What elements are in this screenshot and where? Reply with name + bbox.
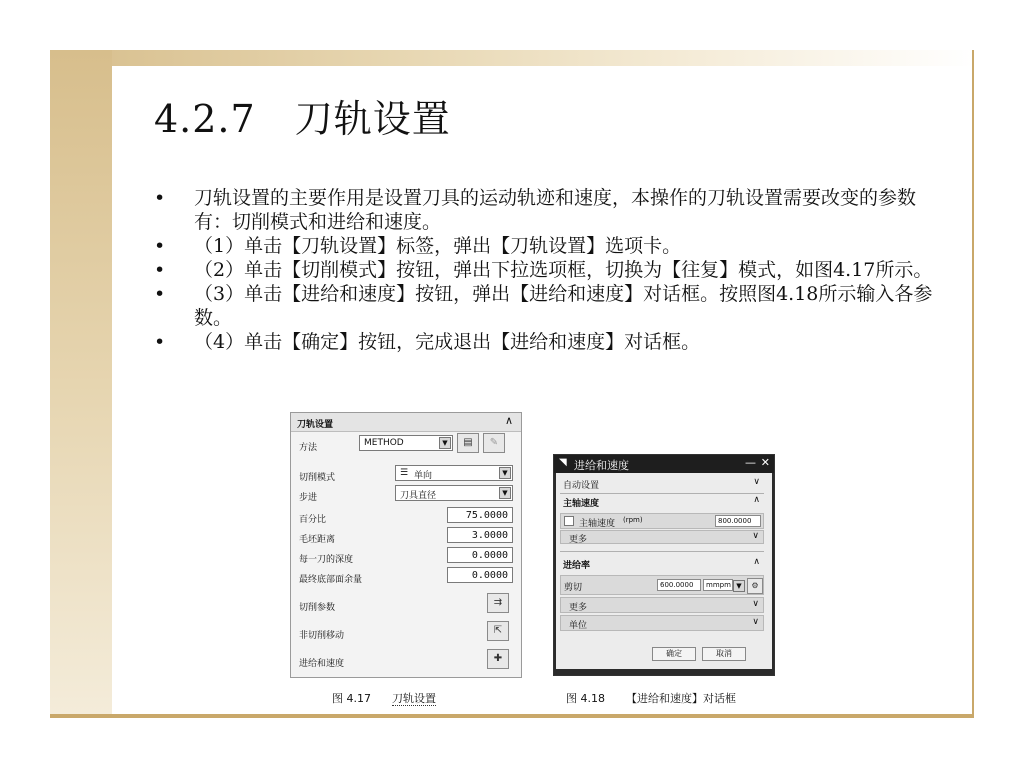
feeds-speeds-row [291,651,521,671]
collapse-icon[interactable]: ∧ [504,414,513,427]
cut-mode-dropdown[interactable] [395,465,513,481]
bullet-list [154,186,944,354]
minimize-icon[interactable]: — [745,456,756,469]
percent-value: 75.0000 [465,510,508,521]
chevron-up-icon[interactable]: ∧ [753,557,760,567]
spindle-section-label: 主轴速度 [563,499,600,509]
bullet-marker: • [154,235,166,257]
figure-caption-4-18 [566,690,736,706]
caption-title: 【进给和速度】对话框 [626,692,736,705]
depth-per-cut-label: 每一刀的深度 [299,555,354,565]
more-label: 更多 [569,535,588,545]
stepover-value: 刀具直径 [400,491,437,501]
stepover-label: 步进 [299,493,318,503]
non-cutting-moves-icon[interactable]: ⇱ [487,621,509,641]
cut-mode-row [291,465,521,485]
slide-title: 4.2.7 刀轨设置 [154,97,451,141]
bullet-text: （2）单击【切削模式】按钮，弹出下拉选项框，切换为【往复】模式，如图4.17所示。 [194,259,933,281]
depth-per-cut-value: 0.0000 [471,550,508,561]
floor-stock-row [291,567,521,587]
zigzag-pattern-icon: ☰ [400,468,409,478]
cut-mode-value: 单向 [414,471,433,481]
chevron-down-icon[interactable]: ▼ [439,437,451,449]
cancel-button[interactable]: 取消 [702,647,746,661]
method-label: 方法 [299,443,318,453]
dialog-body [556,473,772,669]
frame-top-band [50,50,974,66]
feeds-and-speeds-icon[interactable]: ✚ [487,649,509,669]
spindle-section-header[interactable] [560,495,764,509]
spindle-speed-unit: (rpm) [623,516,643,524]
non-cut-moves-label: 非切削移动 [299,631,345,641]
chevron-down-icon[interactable]: ∨ [752,531,759,541]
chevron-up-icon[interactable]: ∧ [753,495,760,505]
spindle-more-row[interactable] [560,530,764,544]
spindle-speed-label: 主轴速度 [579,519,616,529]
chevron-down-icon[interactable]: ∨ [752,599,759,609]
bullet-text: （3）单击【进给和速度】按钮，弹出【进给和速度】对话框。按照图4.18所示输入各参数。 [194,283,933,329]
bullet-marker: • [154,283,166,305]
bullet-text: （4）单击【确定】按钮，完成退出【进给和速度】对话框。 [194,331,701,353]
pin-icon[interactable]: ◥ [559,457,567,468]
cut-feed-input[interactable]: 600.0000 [657,579,701,591]
percent-row [291,507,521,527]
bullet-text: （1）单击【刀轨设置】标签，弹出【刀轨设置】选项卡。 [194,235,682,257]
feed-more-row[interactable] [560,597,764,613]
cut-feed-label: 剪切 [564,583,583,593]
non-cut-moves-row [291,623,521,643]
bullet-item [154,258,944,282]
bullet-item [154,234,944,258]
blank-distance-row [291,527,521,547]
divider [560,493,764,494]
spindle-speed-row [560,513,764,529]
floor-stock-value: 0.0000 [471,570,508,581]
chevron-down-icon[interactable]: ∨ [752,617,759,627]
units-label: 单位 [569,621,588,631]
cut-params-row [291,595,521,615]
feed-rate-section-label: 进给率 [563,561,591,571]
close-icon[interactable]: ✕ [760,456,770,469]
feed-rate-section-header[interactable] [560,557,764,571]
blank-distance-value: 3.0000 [471,530,508,541]
ok-button[interactable]: 确定 [652,647,696,661]
dialog-title-bar[interactable] [554,455,774,473]
method-row [291,435,521,455]
cut-feed-row [560,575,764,595]
percent-input[interactable] [447,507,513,523]
feed-options-icon[interactable]: ⚙ [747,578,763,594]
cut-params-label: 切削参数 [299,603,336,613]
frame-left-band [50,50,112,718]
spindle-speed-input[interactable]: 800.0000 [715,515,761,527]
frame-right-border [972,50,974,718]
stepover-dropdown[interactable] [395,485,513,501]
bullet-text: 刀轨设置的主要作用是设置刀具的运动轨迹和速度，本操作的刀轨设置需要改变的参数有：切削模式和进给和速度。 [194,187,917,233]
caption-number: 图 4.18 [566,692,605,705]
depth-per-cut-input[interactable] [447,547,513,563]
toolpath-settings-panel [290,412,522,678]
dialog-title: 进给和速度 [574,459,629,472]
feeds-speeds-label: 进给和速度 [299,659,345,669]
percent-label: 百分比 [299,515,327,525]
divider [560,551,764,552]
spindle-speed-checkbox[interactable] [564,516,574,526]
stepover-row [291,485,521,505]
figure-caption-4-17 [332,690,436,706]
edit-method-icon[interactable]: ▤ [457,433,479,453]
bullet-marker: • [154,259,166,281]
method-dropdown[interactable] [359,435,453,451]
chevron-down-icon[interactable]: ∨ [753,477,760,487]
chevron-down-icon[interactable]: ▼ [499,467,511,479]
slide-content-area [112,66,972,714]
bullet-item [154,282,944,330]
more-label: 更多 [569,603,588,613]
cutting-parameters-icon[interactable]: ⇉ [487,593,509,613]
floor-stock-input[interactable] [447,567,513,583]
bullet-marker: • [154,331,166,353]
feed-unit-select[interactable]: mmpm [703,579,733,591]
panel-header[interactable] [291,413,521,432]
floor-stock-label: 最终底部面余量 [299,575,363,585]
wrench-icon[interactable]: ✎ [483,433,505,453]
blank-distance-input[interactable] [447,527,513,543]
frame-bottom-border [50,714,974,718]
bullet-marker: • [154,187,166,209]
cut-mode-label: 切削模式 [299,473,336,483]
caption-title: 刀轨设置 [392,692,436,705]
blank-distance-label: 毛坯距离 [299,535,336,545]
units-row[interactable] [560,615,764,631]
bullet-item [154,330,944,354]
chevron-down-icon[interactable]: ▼ [733,580,745,592]
bullet-item [154,186,944,234]
auto-settings-row[interactable] [560,477,764,491]
method-value: METHOD [364,438,404,448]
feeds-speeds-dialog [553,454,775,676]
auto-settings-label: 自动设置 [563,481,600,491]
panel-header-label: 刀轨设置 [297,420,334,430]
chevron-down-icon[interactable]: ▼ [499,487,511,499]
depth-per-cut-row [291,547,521,567]
caption-number: 图 4.17 [332,692,371,705]
